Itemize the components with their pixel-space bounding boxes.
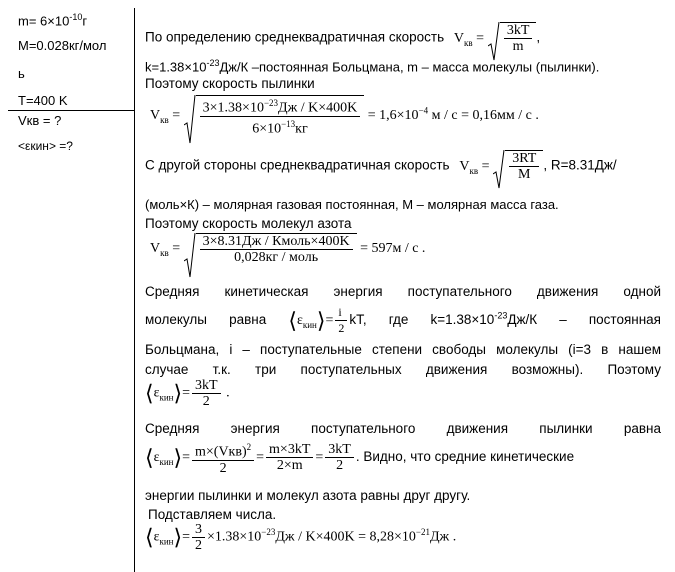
f10-denominator: 2 [195, 538, 202, 553]
f3-numerator: 3RT [509, 151, 539, 167]
find-energy: <εкин> =? [18, 139, 73, 153]
formula-ekin: $⟨\varepsilon_{кин}⟩=$ $\frac{3kT}{2}$ . [145, 378, 230, 409]
f2-result: = $1,6\times 10^{-4}$ м / с = 0,16мм / с . [367, 105, 539, 123]
sqrt-formula-2 [184, 95, 365, 136]
line-definition: По определению среднеквадратичная скорость $V_{кв}$ = $\frac{3kT}{m}$ , [145, 22, 540, 54]
sqrt-sign-icon [488, 22, 500, 62]
para-substitute: Подставляем числа. [148, 507, 277, 522]
formula-dust-energy: $⟨\varepsilon_{кин}⟩=$ $\frac{m\times(Vкв)^2}{2}$ = $\frac{m\times 3kT}{2\times m}$ = $\frac{3kT}{2}$ . Видно, что средние кинетические [145, 442, 575, 476]
boltzmann-text: k=1.38×10 [145, 59, 207, 75]
given-mass-unit: г [82, 13, 88, 29]
f1-denominator: m [512, 39, 524, 54]
sqrt-formula-3 [493, 150, 543, 182]
formula-final: $⟨\varepsilon_{кин}⟩=$ $\frac{3}{2}$ $\times 1.38\times 10^{-23}Дж / K\times 400K = 8,28\times 10^{-21}Дж$ . [145, 522, 457, 553]
given-mass-text: m= 6×10 [18, 13, 70, 29]
f8-numerator: m×3kT [266, 442, 313, 458]
f3-denominator: M [518, 167, 531, 182]
sqrt-sign-icon [493, 150, 505, 190]
f10-exp2: −21 [415, 527, 430, 538]
line-molar: (моль×К) – молярная газовая постоянная, М – молярная масса газа. [145, 197, 559, 212]
p2b-text: . Видно, что средние кинетические [355, 449, 575, 465]
sqrt-formula-4 [184, 233, 357, 265]
p1b-rest: kT, где $k=1.38\times 10^{-23}Дж/К$ – постоянная [349, 310, 661, 328]
vkv-symbol-2: $V_{кв}$ = [459, 158, 490, 176]
f4-result: = 597м / с . [360, 241, 426, 257]
para-kinetic-4: случае т.к. три поступательных движения возможны). Поэтому [145, 362, 661, 377]
f10-c: Дж / K×400K = 8,28×10 [275, 529, 416, 545]
vkv-symbol: $V_{кв}$ = [453, 30, 485, 48]
para-kinetic-1: Средняя кинетическая энергия поступательного движения одной [145, 284, 661, 299]
line-gas-speed [145, 150, 617, 182]
f4-denominator: 0,028кг / моль [234, 250, 319, 265]
f7-numerator: m×(Vкв)$^2$ [192, 440, 254, 461]
para-kinetic-2 [145, 305, 661, 336]
para-dust-energy-3: энергии пылинки и молекул азота равны друг другу. [145, 488, 471, 503]
boltzmann-exp: -23 [206, 58, 220, 68]
ekin-bracket: $⟨\varepsilon_{кин}⟩=$ [288, 307, 334, 333]
para-dust-energy: Средняя энергия поступательного движения пылинки равна [145, 421, 661, 436]
f10-exp: −23 [261, 527, 276, 538]
sqrt-formula-1 [488, 22, 537, 54]
f10-numerator: 3 [192, 522, 205, 538]
f6-denominator: 2 [202, 394, 210, 409]
f2-denominator: $6\times 10^{-13}кг$ [252, 118, 308, 137]
line-dust-speed: Поэтому скорость пылинки [145, 76, 315, 91]
f4-lhs: $V_{кв}$ = [150, 241, 181, 259]
f10-d: Дж . [429, 529, 457, 545]
p1b-text: молекулы равна [145, 312, 267, 328]
f5-numerator: i [335, 305, 347, 321]
f2-lhs: $V_{кв}$ = [150, 107, 181, 125]
gas-speed-text: С другой стороны среднеквадратичная скорость [145, 157, 450, 173]
gas-constant-text: , R=8.31Дж/ [543, 157, 617, 173]
f9-numerator: 3kT [325, 442, 354, 458]
f4-numerator: 3×8.31Дж / Кмоль×400K [200, 234, 353, 250]
f2-numerator: $3\times 1.38\times 10^{-23}Дж / K\times 400K$ [200, 96, 361, 117]
given-divider [8, 110, 135, 111]
formula-dust-speed [150, 95, 539, 136]
column-divider [134, 8, 135, 572]
f1-numerator: 3kT [504, 23, 533, 39]
find-velocity: Vкв = ? [18, 113, 62, 128]
line-boltzmann [145, 58, 599, 74]
f8-denominator: 2×m [276, 458, 303, 474]
sqrt-sign-icon [184, 95, 196, 145]
f6-numerator: 3kT [192, 378, 221, 394]
f10-b: ×1.38×10 [207, 529, 262, 545]
para-kinetic-3: Больцмана, i – поступательные степени свободы молекулы (i=3 в нашем [145, 342, 661, 357]
f7-denominator: 2 [219, 460, 227, 476]
definition-text: По определению среднеквадратичная скорость [145, 29, 445, 45]
f9-denominator: 2 [336, 458, 344, 474]
given-mass-exp: -10 [69, 12, 83, 22]
formula-nitrogen-speed [150, 233, 425, 265]
boltzmann-text-b: Дж/К –постоянная Больцмана, m – масса молекулы (пылинки). [219, 59, 600, 75]
given-molar-mass-wrap: ь [18, 66, 25, 81]
line-nitrogen: Поэтому скорость молекул азота [145, 216, 352, 231]
given-molar-mass: M=0.028кг/мол [18, 38, 107, 53]
sqrt-sign-icon [184, 233, 196, 279]
f5-denominator: 2 [338, 321, 345, 335]
given-temperature: T=400 K [18, 93, 68, 108]
given-mass [18, 12, 87, 28]
